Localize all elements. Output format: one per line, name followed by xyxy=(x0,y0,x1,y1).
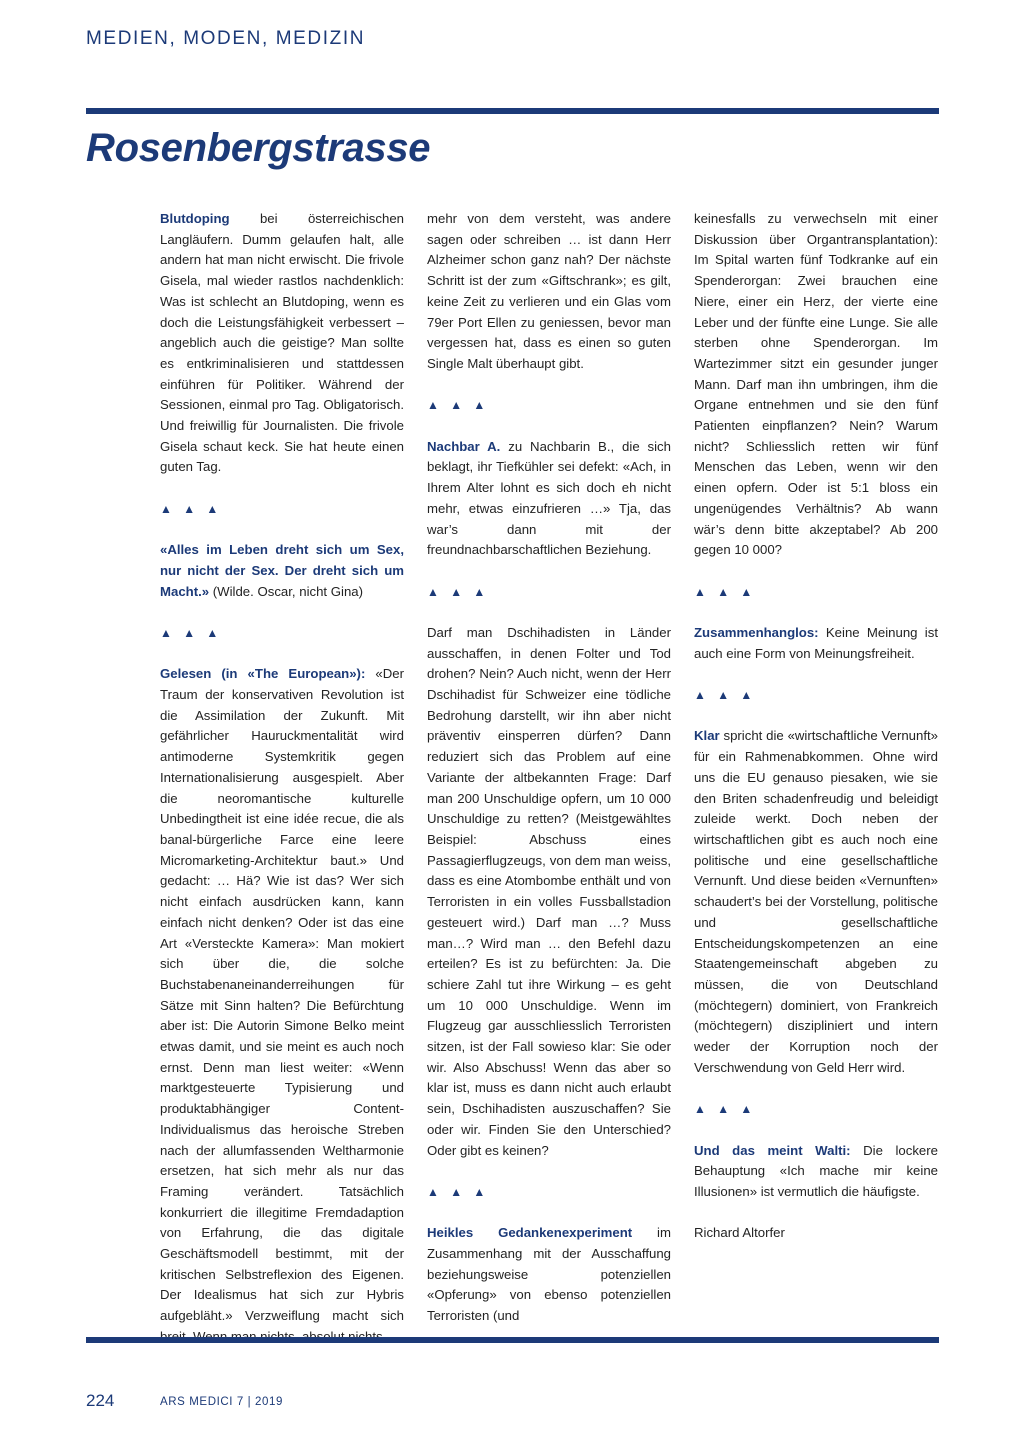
paragraph-gelesen xyxy=(160,664,404,1347)
paragraph-blutdoping xyxy=(160,209,404,478)
column-3 xyxy=(694,209,938,1244)
separator-triangles: ▲ ▲ ▲ xyxy=(427,398,490,413)
page-number: 224 xyxy=(86,1391,115,1410)
journal-citation: ARS MEDICI 7 | 2019 xyxy=(160,1396,284,1408)
paragraph-zusammenhanglos xyxy=(694,623,938,664)
paragraph-text: spricht die «wirtschaftliche Vernunft» für ein Rahmenabkommen. Ohne wird uns die EU genauso piesaken, wie sie den Briten schadenfreudig und beleidigt zuleide werkt. Doch neben der wirtschaftlichen gibt es auch noch eine politische und eine gesellschaftliche Vernunft. Und diese beiden «Vernunften» schaudert’s bei der Vorstellung, politische und gesellschaftliche Entscheidungskompetenzen an eine Staatengemeinschaft abgeben zu müssen, die von Deutschland (möchtegern) dominiert, von Frankreich (möchtegern) diszipliniert und intern weder der Korruption noch der Verschwendung von Geld Herr wird. xyxy=(694,728,938,1075)
paragraph-alzheimer: mehr von dem versteht, was andere sagen oder schreiben … ist dann Herr Alzheimer schon ganz nah? Der nächste Schritt ist der zum «Giftschrank»; es gilt, keine Zeit zu verlieren und ein Glas vom 79er Port Ellen zu geniessen, bevor man vergessen hat, dass es einen so guten Single Malt überhaupt gibt. xyxy=(427,211,671,371)
paragraph-text: Die lockere Behauptung «Ich mache mir keine Illusionen» ist vermutlich die häufigste. xyxy=(694,1142,938,1199)
paragraph-klar xyxy=(694,726,938,1078)
column-2 xyxy=(427,209,671,1327)
separator-triangles: ▲ ▲ ▲ xyxy=(427,1184,490,1199)
lead-word: Blutdoping xyxy=(160,211,230,226)
separator-triangles: ▲ ▲ ▲ xyxy=(427,584,490,599)
lead-word: Zusammenhanglos: xyxy=(694,625,819,641)
bottom-rule xyxy=(86,1337,939,1343)
separator-triangles: ▲ ▲ ▲ xyxy=(160,501,223,516)
paragraph-text: zu Nachbarin B., die sich beklagt, ihr Tiefkühler sei defekt: «Ach, in Ihrem Alter lohnt es sich doch eh nicht mehr, etwas einzufrieren …» Tja, das war’s dann mit der freundnachbarschaftlichen Beziehung. xyxy=(427,438,671,558)
top-rule xyxy=(86,108,939,114)
lead-word: Klar xyxy=(694,728,720,744)
paragraph-text: Keine Meinung ist auch eine Form von Meinungsfreiheit. xyxy=(694,625,938,661)
paragraph-nachbar xyxy=(427,437,671,561)
paragraph-wilde-quote xyxy=(160,540,404,602)
paragraph-walti xyxy=(694,1141,938,1203)
separator-triangles: ▲ ▲ ▲ xyxy=(694,584,757,599)
author-name: Richard Altorfer xyxy=(694,1225,785,1241)
paragraph-text: «Der Traum der konservativen Revolution ist die Assimilation der Zukunft. Mit gefährlicher Hauruckmentalität wird antimoderne Systemkritik gegen Internationalisierung ausgespielt. Aber die neoromantische kulturelle Unbedingtheit ist eine idée recue, die als banal-bürgerliche Farce eine leere Micromarketing-Architektur baut.» Und gedacht: … Hä? Wie ist das? Wer sich nicht einfach ausdrücken kann, kann einfach nicht denken? Oder ist das eine Art «Versteckte Kamera»: Man mokiert sich über die, die solche Buchstabenaneinanderreihungen für Sätze mit Sinn halten? Die Befürchtung aber ist: Die Autorin Simone Belko meint etwas damit, und sie meint es auch noch ernst. Denn man liest weiter: «Wenn marktgesteuerte Typisierung und produktabhängiger Content-Individualismus das heroische Streben nach der allumfassenden Weltharmonie ersetzen, hat sich mehr als nur das Framing verändert. Tatsächlich konkurriert die illegitime Fremdadaption von Erfahrung, die das digitale Geschäftsmodell bestimmt, mit der kritischen Selbstreflexion des Eigenen. Der Idealismus hat sich zur Hybris aufgebläht.» Verzweiflung macht sich xyxy=(160,666,404,1324)
separator-triangles: ▲ ▲ ▲ xyxy=(694,1102,757,1117)
lead-word: Nachbar A. xyxy=(427,438,501,454)
section-header: MEDIEN, MODEN, MEDIZIN xyxy=(86,28,366,49)
paragraph-text: (Wilde. Oscar, nicht Gina) xyxy=(209,583,364,599)
lead-word: Gelesen (in «The European»): xyxy=(160,666,366,682)
separator-triangles: ▲ ▲ ▲ xyxy=(694,688,757,703)
paragraph-text: bei österreichischen Langläufern. Dumm gelaufen halt, alle andern hat man nicht erwischt. Die frivole Gisela, mal wieder rastlos nachdenklich: Was ist schlecht an Blutdoping, wenn es doch die Leistungsfähigkeit verbessert – angeblich auch die geistige? Man sollte es entkriminalisieren und stattdessen einführen für Politiker. Während der Sessionen, einmal pro Tag. Obligatorisch. Und freiwillig für Journalisten. Die frivole Gisela schaut keck. Sie hat heute einen guten Tag. xyxy=(160,211,404,475)
separator-triangles: ▲ ▲ ▲ xyxy=(160,626,223,640)
paragraph-organspende: keinesfalls zu verwechseln mit einer Diskussion über Organtransplantation): Im Spital warten fünf Todkranke auf ein Spenderorgan: Zwei brauchen eine Niere, einer ein Herz, der vierte eine Leber und der fünfte eine Lunge. Sie alle sterben ohne Spenderorgan. Im Wartezimmer sitzt ein gesunder junger Mann. Darf man ihn umbringen, ihm die Organe entnehmen und sie den fünf Patienten einpflanzen? Nein? Warum nicht? Schliesslich retten wir fünf Menschen das Leben, wenn wir den einen opfern. Oder ist 5:1 bloss ein ungenügendes Verhältnis? Ab wann wär’s denn bitte akzeptabel? Ab 200 gegen 10 000? xyxy=(694,211,938,558)
paragraph-dschihadisten: Darf man Dschihadisten in Länder ausschaffen, in denen Folter und Tod drohen? Nein? Auch nicht, wenn der Herr Dschihadist für Schweizer eine tödliche Bedrohung darstellt, wir ihn aber nicht präventiv einsperren dürfen? Dann reduziert sich das Problem auf eine Variante der altbekannten Frage: Darf man 200 Unschuldige opfern, um 10 000 Unschuldige zu retten? (Meistgewähltes Beispiel: Abschuss eines Passagierflugzeugs, von dem man weiss, dass es eine Atombombe enthält und von Terroristen in ein volles Fussballstadion gesteuert wird.) Darf man …? Muss man…? Wird man … den Befehl dazu erteilen? Es ist zu befürchten: Ja. Die schiere Zahl tut ihre Wirkung – es geht um 10 000 Unschuldige. Wenn im Flugzeug gar ausschliesslich Terroristen sitzen, ist der Fall sowieso klar: Sie oder wir. Also Abschuss! Wenn das aber so klar ist, muss es dann nicht auch erlaubt sein, Dschihadisten auszuschaffen? Sie oder wir. Finden Sie den Unterschied? Oder gibt es keinen? xyxy=(427,624,671,1158)
paragraph-gedankenexperiment xyxy=(427,1223,671,1327)
lead-word: Heikles Gedankenexperiment xyxy=(427,1225,633,1241)
paragraph-text: im Zusammenhang mit der Ausschaffung beziehungsweise potenziellen «Opferung» von ebenso potenziellen Terroristen (und xyxy=(427,1225,671,1324)
quote-text: «Alles im Leben dreht sich um Sex, nur nicht der Sex. Der dreht sich um Macht.» xyxy=(160,542,404,599)
column-1 xyxy=(160,209,404,1348)
article-title: Rosenbergstrasse xyxy=(86,126,431,170)
lead-word: Und das meint Walti: xyxy=(694,1142,851,1158)
